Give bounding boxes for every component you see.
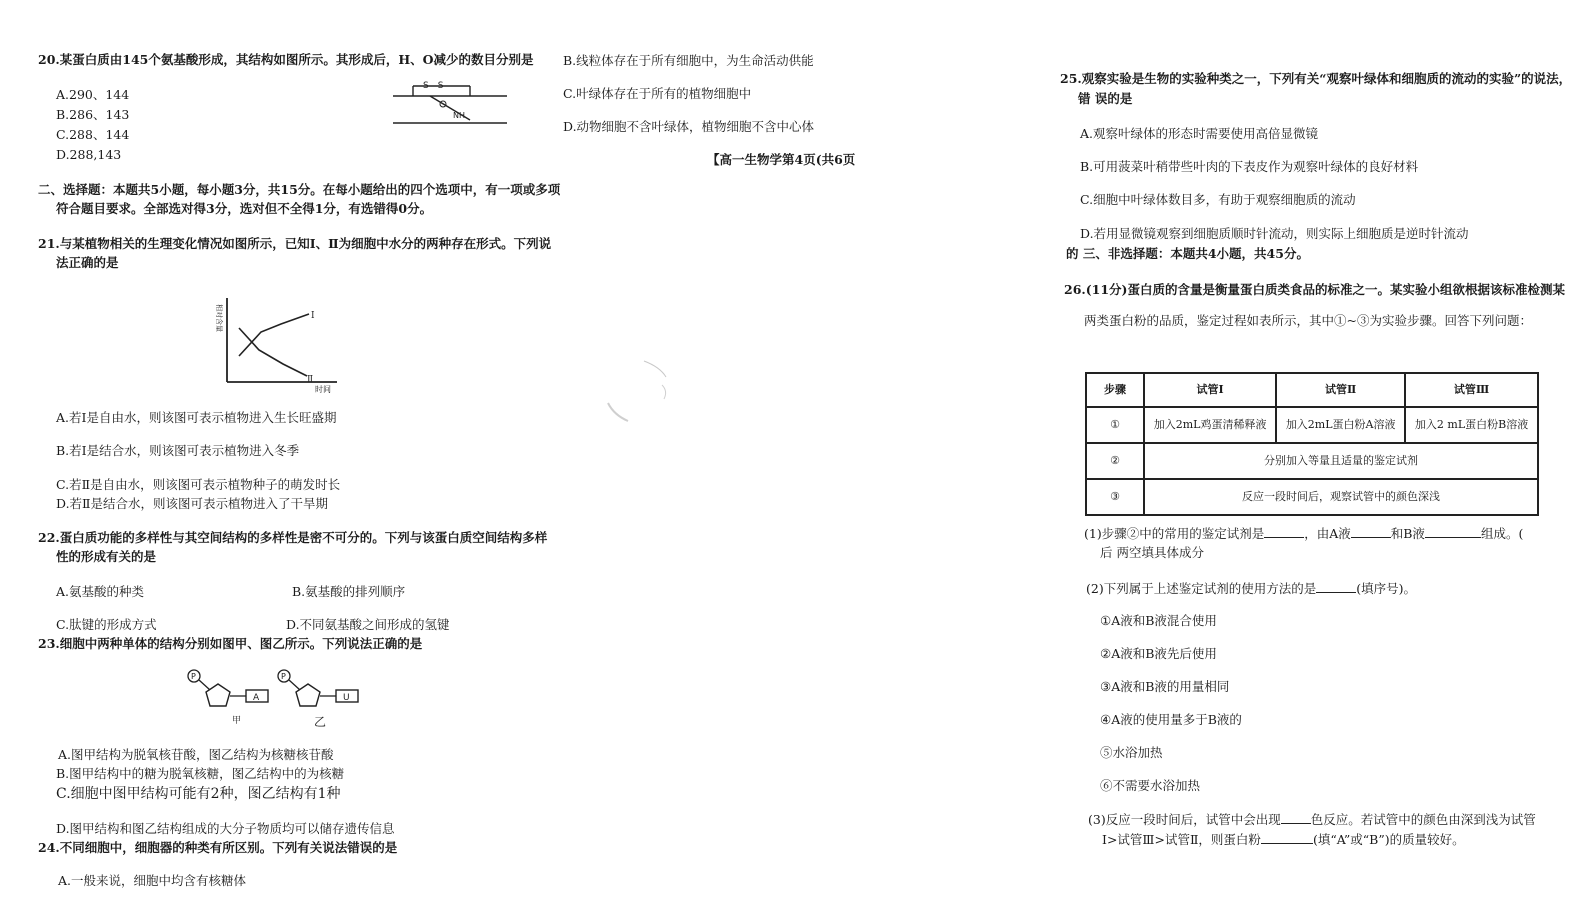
q26-sub3-text-d: (填“A”或“B”)的质量较好。 [1312, 832, 1465, 847]
q26-method-6: ⑥不需要水浴加热 [1100, 778, 1201, 793]
q21-stem-1: 21.与某植物相关的生理变化情况如图所示，已知Ⅰ、Ⅱ为细胞中水分的两种存在形式。下列说 [38, 236, 552, 251]
q26-sub3-text-b: 色反应。若试管中的颜色由深到浅为试管 [1310, 812, 1536, 827]
table-cell: 加入2mL鸡蛋清稀释液 [1144, 407, 1276, 443]
answer-blank-b-liquid[interactable] [1425, 525, 1481, 538]
q26-method-2: ②A液和B液先后使用 [1100, 646, 1217, 661]
q20-stem: 20.某蛋白质由145个氨基酸形成，其结构如图所示。其形成后，H、O减少的数目分别是 [38, 52, 534, 67]
answer-blank-powder[interactable] [1261, 831, 1313, 844]
answer-blank-method[interactable] [1316, 580, 1356, 593]
table-header-row [1086, 373, 1538, 407]
table-cell: ③ [1086, 479, 1144, 515]
q26-sub3-text-a: (3)反应一段时间后，试管中会出现 [1088, 812, 1281, 827]
q24-stem: 24.不同细胞中，细胞器的种类有所区别。下列有关说法错误的是 [38, 840, 398, 855]
q21-stem-2: 法正确的是 [56, 255, 119, 270]
q20-option-a: A.290、144 [56, 87, 130, 102]
q26-sub1-note: 后 两空填具体成分 [1100, 545, 1204, 560]
q25-option-c: C.细胞中叶绿体数目多，有助于观察细胞质的流动 [1080, 192, 1356, 207]
q21-option-c: C.若Ⅱ是自由水，则该图可表示植物种子的萌发时长 [56, 477, 341, 492]
q21-option-b: B.若Ⅰ是结合水，则该图可表示植物进入冬季 [56, 443, 300, 458]
q23-stem: 23.细胞中两种单体的结构分别如图甲、图乙所示。下列说法正确的是 [38, 636, 423, 651]
curve-i-line [239, 314, 309, 356]
q22-option-a: A.氨基酸的种类 [56, 584, 145, 599]
protein-structure-figure [385, 76, 515, 131]
base-a-label: A [253, 693, 260, 703]
table-row [1086, 407, 1538, 443]
q24-option-b: B.线粒体存在于所有细胞中，为生命活动供能 [563, 53, 814, 68]
water-content-chart [205, 292, 345, 394]
table-header-cell: 试管Ⅲ [1405, 373, 1538, 407]
scan-smudge [600, 355, 680, 430]
q20-option-b: B.286、143 [56, 107, 130, 122]
q24-option-a: A.一般来说，细胞中均含有核糖体 [58, 873, 247, 888]
answer-blank-a-liquid[interactable] [1351, 525, 1391, 538]
table-header-cell: 试管Ⅱ [1276, 373, 1405, 407]
q26-sub1-text-a: (1)步骤②中的常用的鉴定试剂是 [1084, 526, 1265, 541]
q22-option-b: B.氨基酸的排列顺序 [292, 584, 406, 599]
page-footer: 【高一生物学第4页(共6页 [707, 152, 856, 167]
q22-option-c: C.肽键的形成方式 [56, 617, 157, 632]
q25-stem-1: 25.观察实验是生物的实验种类之一，下列有关“观察叶绿体和细胞质的流动的实验”的说法， [1060, 71, 1572, 86]
q23-option-a: A.图甲结构为脱氧核苷酸，图乙结构为核糖核苷酸 [58, 747, 334, 762]
q25-option-d: D.若用显微镜观察到细胞质顺时针流动，则实际上细胞质是逆时针流动 [1080, 226, 1469, 241]
pentose-yi [296, 684, 320, 706]
q22-stem-2: 性的形成有关的是 [56, 549, 157, 564]
section2-line2: 符合题目要求。全部选对得3分，选对但不全得1分，有选错得0分。 [56, 201, 433, 216]
phosphate-label-jia: P [191, 672, 196, 681]
q21-option-a: A.若Ⅰ是自由水，则该图可表示植物进入生长旺盛期 [56, 410, 337, 425]
figure-jia-label: 甲 [232, 716, 242, 726]
q26-stem-1: 26.(11分)蛋白质的含量是衡量蛋白质类食品的标准之一。某实验小组欲根据该标准检测某 [1064, 282, 1565, 297]
answer-blank-color[interactable] [1281, 811, 1311, 824]
q26-sub2-text-a: (2)下列属于上述鉴定试剂的使用方法的是 [1086, 581, 1317, 596]
q22-option-d: D.不同氨基酸之间形成的氢键 [286, 617, 450, 632]
q20-option-c: C.288、144 [56, 127, 130, 142]
table-cell: 加入2mL蛋白粉A溶液 [1276, 407, 1405, 443]
pentose-jia [206, 684, 230, 706]
table-row [1086, 443, 1538, 479]
disulfide-label: S—S [423, 81, 444, 91]
y-axis-label: 相对含量 [215, 304, 223, 332]
q25-option-b: B.可用菠菜叶稍带些叶肉的下表皮作为观察叶绿体的良好材料 [1080, 159, 1419, 174]
answer-blank-reagent[interactable] [1264, 525, 1304, 538]
table-header-cell: 试管Ⅰ [1144, 373, 1276, 407]
x-axis-label: 时间 [315, 385, 331, 394]
section3-title: 的 三、非选择题：本题共4小题，共45分。 [1066, 246, 1309, 261]
q26-method-4: ④A液的使用量多于B液的 [1100, 712, 1242, 727]
experiment-steps-table [1085, 372, 1539, 516]
q26-sub3-line2 [1102, 831, 1465, 849]
q23-option-d: D.图甲结构和图乙结构组成的大分子物质均可以储存遗传信息 [56, 821, 395, 836]
curve-i-label: Ⅰ [311, 311, 315, 321]
q26-sub3-text-c: Ⅰ>试管Ⅲ>试管Ⅱ，则蛋白粉 [1102, 832, 1261, 847]
q26-stem-2: 两类蛋白粉的品质，鉴定过程如表所示，其中①~③为实验步骤。回答下列问题： [1084, 313, 1532, 328]
q26-sub2-text-b: (填序号)。 [1356, 581, 1416, 596]
phosphate-label-yi: P [281, 672, 286, 681]
nucleotide-figure [182, 666, 372, 732]
section2-line1: 二、选择题：本题共5小题，每小题3分，共15分。在每小题给出的四个选项中，有一项或多项 [38, 182, 561, 197]
q25-stem-2: 错 误的是 [1078, 91, 1133, 106]
curve-ii-label: Ⅱ [307, 375, 314, 385]
q21-option-d: D.若Ⅱ是结合水，则该图可表示植物进入了干旱期 [56, 496, 329, 511]
q26-sub2 [1086, 580, 1416, 598]
q26-sub1 [1084, 525, 1523, 543]
figure-yi-label: 乙 [314, 715, 327, 729]
table-cell: 分别加入等量且适量的鉴定试剂 [1144, 443, 1538, 479]
q26-sub1-text-c: 和B液 [1390, 526, 1425, 541]
table-cell: 反应一段时间后，观察试管中的颜色深浅 [1144, 479, 1538, 515]
q23-option-b: B.图甲结构中的糖为脱氧核糖，图乙结构中的为核糖 [56, 766, 345, 781]
q22-stem-1: 22.蛋白质功能的多样性与其空间结构的多样性是密不可分的。下列与该蛋白质空间结构多样 [38, 530, 548, 545]
table-cell: 加入2 mL蛋白粉B溶液 [1405, 407, 1538, 443]
q24-option-d: D.动物细胞不含叶绿体，植物细胞不含中心体 [563, 119, 815, 134]
q26-sub3-line1 [1088, 811, 1536, 829]
q26-sub1-text-b: ，由A液 [1304, 526, 1351, 541]
table-cell: ① [1086, 407, 1144, 443]
nh-label: NH [453, 111, 465, 120]
table-cell: ② [1086, 443, 1144, 479]
q26-method-3: ③A液和B液的用量相同 [1100, 679, 1230, 694]
table-row [1086, 479, 1538, 515]
q20-option-d: D.288,143 [56, 147, 122, 162]
curve-ii-line [239, 328, 307, 376]
base-u-label: U [343, 693, 350, 703]
q26-sub1-text-d: 组成。( [1480, 526, 1524, 541]
q25-option-a: A.观察叶绿体的形态时需要使用高倍显微镜 [1080, 126, 1319, 141]
table-header-cell: 步骤 [1086, 373, 1144, 407]
q26-method-5: ⑤水浴加热 [1100, 745, 1163, 760]
q26-method-1: ①A液和B液混合使用 [1100, 613, 1217, 628]
q24-option-c: C.叶绿体存在于所有的植物细胞中 [563, 86, 752, 101]
q23-option-c: C.细胞中图甲结构可能有2种，图乙结构有1种 [56, 786, 341, 802]
